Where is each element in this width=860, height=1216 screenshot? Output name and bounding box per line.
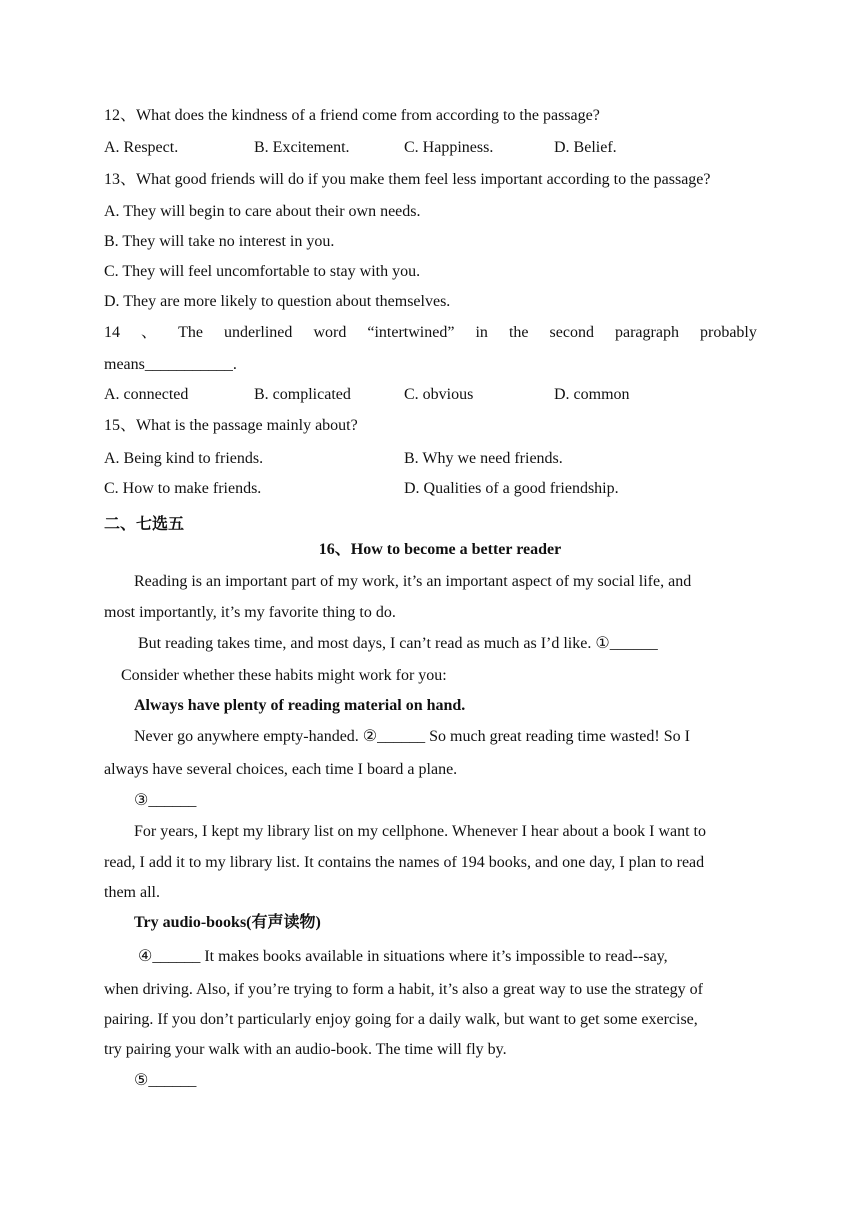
q15-option-c: C. How to make friends.: [104, 480, 262, 497]
paragraph-1-line-2: most importantly, it’s my favorite thing to do.: [104, 604, 396, 621]
q14-word: 14: [104, 324, 120, 341]
q12-option-c: C. Happiness.: [404, 139, 494, 156]
passage-title: 16、How to become a better reader: [318, 541, 562, 558]
section-heading: 二、七选五: [104, 514, 185, 533]
subheading-reading-material: Always have plenty of reading material on hand.: [134, 697, 466, 714]
q13-option-d: D. They are more likely to question about themselves.: [104, 293, 451, 310]
q14-option-c: C. obvious: [404, 386, 474, 403]
q14-option-b: B. complicated: [254, 386, 351, 403]
paragraph-2: But reading takes time, and most days, I can’t read as much as I’d like. ①______: [138, 635, 658, 652]
q14-word: the: [508, 324, 529, 341]
q14-option-d: D. common: [554, 386, 630, 403]
paragraph-3: Consider whether these habits might work for you:: [121, 667, 447, 684]
q15-option-a: A. Being kind to friends.: [104, 450, 264, 467]
q14-stem-line2: means___________.: [104, 356, 237, 373]
q13-option-b: B. They will take no interest in you.: [104, 233, 335, 250]
q14-word: in: [475, 324, 488, 341]
q14-word: second: [549, 324, 594, 341]
q14-word: The: [178, 324, 203, 341]
q12-option-d: D. Belief.: [554, 139, 617, 156]
q12-stem: 12、What does the kindness of a friend come from according to the passage?: [104, 107, 600, 124]
q13-option-c: C. They will feel uncomfortable to stay with you.: [104, 263, 421, 280]
q15-option-b: B. Why we need friends.: [404, 450, 563, 467]
q14-word: underlined: [223, 324, 293, 341]
q14-word: word: [313, 324, 347, 341]
paragraph-4-line-1: Never go anywhere empty-handed. ②______ So much great reading time wasted! So I: [134, 728, 690, 745]
paragraph-6-line-4: try pairing your walk with an audio-book. The time will fly by.: [104, 1041, 507, 1058]
q12-option-a: A. Respect.: [104, 139, 179, 156]
paragraph-6-line-2: when driving. Also, if you’re trying to form a habit, it’s also a great way to use the strategy of: [104, 981, 703, 998]
paragraph-6-line-3: pairing. If you don’t particularly enjoy going for a daily walk, but want to get some exercise,: [104, 1011, 698, 1028]
q12-option-b: B. Excitement.: [254, 139, 350, 156]
paragraph-1-line-1: Reading is an important part of my work, it’s an important aspect of my social life, and: [134, 573, 692, 590]
q13-option-a: A. They will begin to care about their own needs.: [104, 203, 421, 220]
q15-option-d: D. Qualities of a good friendship.: [404, 480, 619, 497]
q15-stem: 15、What is the passage mainly about?: [104, 417, 358, 434]
paragraph-5-line-2: read, I add it to my library list. It contains the names of 194 books, and one day, I plan to read: [104, 854, 705, 871]
paragraph-5-line-1: For years, I kept my library list on my cellphone. Whenever I hear about a book I want to: [134, 823, 706, 840]
q14-word: probably: [700, 324, 757, 341]
q14-stem-line1: [104, 323, 757, 343]
q14-word: paragraph: [615, 324, 679, 341]
paragraph-6-line-1: ④______ It makes books available in situations where it’s impossible to read--say,: [138, 948, 668, 965]
q14-option-a: A. connected: [104, 386, 189, 403]
blank-5: ⑤______: [134, 1072, 197, 1089]
q14-word: “intertwined”: [367, 324, 455, 341]
q14-word: 、: [141, 324, 158, 341]
paragraph-5-line-3: them all.: [104, 884, 160, 901]
blank-3: ③______: [134, 792, 197, 809]
paragraph-4-line-2: always have several choices, each time I board a plane.: [104, 761, 458, 778]
q13-stem: 13、What good friends will do if you make them feel less important according to the passage?: [104, 171, 711, 188]
subheading-audio-books: Try audio-books(有声读物): [134, 914, 321, 931]
